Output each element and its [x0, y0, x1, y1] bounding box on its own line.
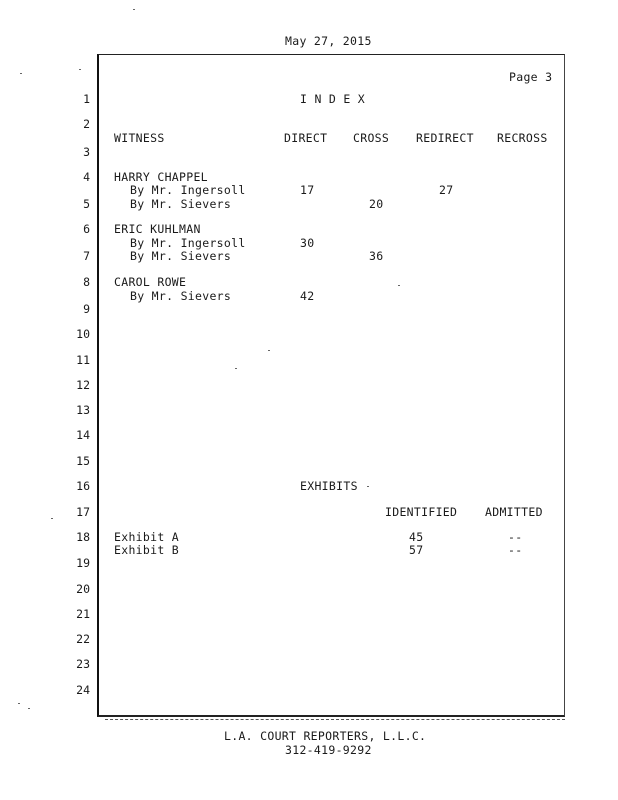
line-number: 16 [76, 479, 90, 493]
line-number: 18 [76, 530, 90, 544]
scan-speck [133, 9, 135, 10]
exhibit-identified: 45 [409, 530, 424, 544]
examination-by: By Mr. Ingersoll [130, 236, 246, 250]
line-number: 19 [76, 556, 90, 570]
direct-page: 30 [300, 236, 315, 250]
examination-by: By Mr. Ingersoll [130, 183, 246, 197]
line-number: 4 [83, 170, 90, 184]
line-number: 3 [83, 145, 90, 159]
line-number: 2 [83, 117, 90, 131]
exhibit-identified: 57 [409, 543, 424, 557]
line-number: 1 [83, 92, 90, 106]
footer-company: L.A. COURT REPORTERS, L.L.C. [224, 729, 427, 743]
page-number: Page 3 [509, 70, 553, 84]
scan-speck [235, 368, 237, 369]
exhibits-title: EXHIBITS [300, 479, 358, 493]
column-header-recross: RECROSS [497, 131, 548, 145]
line-number: 15 [76, 454, 90, 468]
witness-name: CAROL ROWE [114, 275, 187, 289]
line-number: 20 [76, 582, 90, 596]
line-number: 23 [76, 657, 90, 671]
scan-speck [79, 69, 81, 70]
column-header-witness: WITNESS [114, 131, 165, 145]
witness-name: ERIC KUHLMAN [114, 222, 201, 236]
column-header-direct: DIRECT [284, 131, 328, 145]
footer-rule [105, 719, 565, 720]
examination-by: By Mr. Sievers [130, 289, 232, 303]
header-date: May 27, 2015 [285, 34, 372, 48]
page-frame [97, 54, 565, 717]
line-number: 6 [83, 222, 90, 236]
exhibit-name: Exhibit B [114, 543, 180, 557]
column-header-admitted: ADMITTED [485, 505, 543, 519]
scan-speck [398, 285, 400, 286]
cross-page: 20 [369, 197, 384, 211]
direct-page: 42 [300, 289, 315, 303]
line-number: 11 [76, 353, 90, 367]
scan-speck [367, 486, 369, 487]
cross-page: 36 [369, 249, 384, 263]
exhibit-admitted: -- [508, 530, 523, 544]
examination-by: By Mr. Sievers [130, 197, 232, 211]
line-number: 24 [76, 683, 90, 697]
line-number: 17 [76, 505, 90, 519]
scan-speck [51, 518, 53, 519]
line-number: 21 [76, 607, 90, 621]
footer-phone: 312-419-9292 [285, 743, 372, 757]
exhibit-admitted: -- [508, 543, 523, 557]
column-header-cross: CROSS [353, 131, 390, 145]
redirect-page: 27 [439, 183, 454, 197]
witness-name: HARRY CHAPPEL [114, 170, 208, 184]
line-number: 9 [83, 302, 90, 316]
line-number: 8 [83, 275, 90, 289]
scan-speck [28, 708, 30, 709]
line-number: 5 [83, 197, 90, 211]
exhibit-name: Exhibit A [114, 530, 180, 544]
line-number: 10 [76, 327, 90, 341]
line-number: 14 [76, 428, 90, 442]
line-number: 7 [83, 249, 90, 263]
index-title: I N D E X [300, 92, 366, 106]
scan-speck [18, 703, 20, 704]
line-number: 13 [76, 403, 90, 417]
column-header-redirect: REDIRECT [416, 131, 474, 145]
direct-page: 17 [300, 183, 315, 197]
examination-by: By Mr. Sievers [130, 249, 232, 263]
column-header-identified: IDENTIFIED [385, 505, 458, 519]
line-number: 22 [76, 632, 90, 646]
line-number: 12 [76, 378, 90, 392]
scan-speck [268, 350, 270, 351]
scan-speck [20, 73, 22, 74]
